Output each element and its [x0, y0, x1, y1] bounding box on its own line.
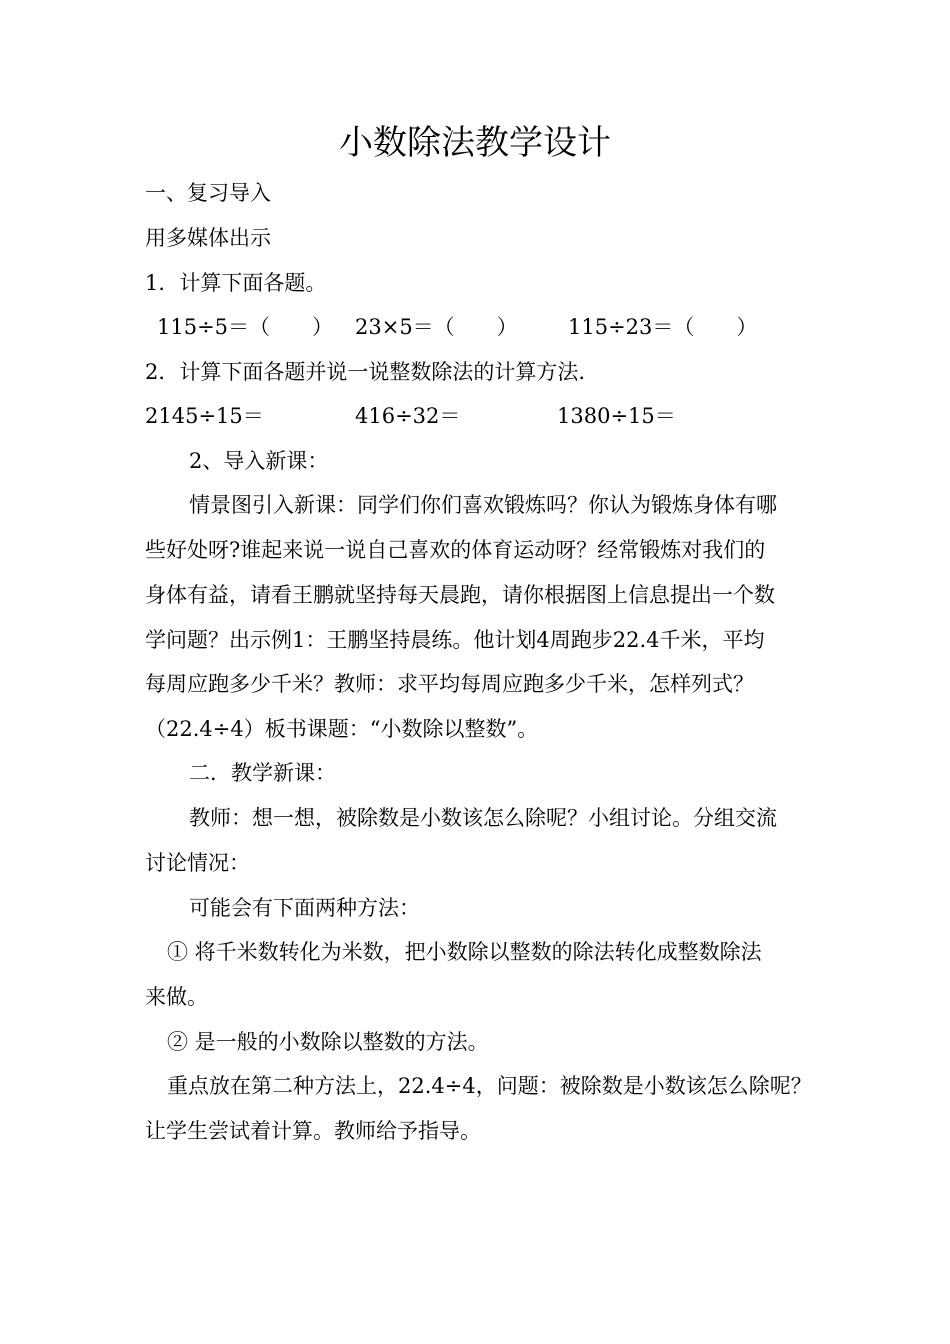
paragraph-line: 身体有益，请看王鹏就坚持每天晨跑，请你根据图上信息提出一个数 [145, 583, 775, 607]
paragraph-line: 情景图引入新课：同学们你们喜欢锻炼吗？你认为锻炼身体有哪 [189, 493, 777, 517]
paragraph-line: 让学生尝试着计算。教师给予指导。 [145, 1119, 481, 1143]
exercise-item: 115÷23＝（ ） [568, 315, 758, 339]
paragraph-line: 来做。 [145, 985, 208, 1009]
method-1: ① 将千米数转化为米数，把小数除以整数的除法转化成整数除法 [167, 940, 762, 964]
paragraph-line: 教师：想一想，被除数是小数该怎么除呢？小组讨论。分组交流 [189, 806, 777, 830]
document-title: 小数除法教学设计 [339, 123, 611, 163]
paragraph-line: 学问题？出示例1：王鹏坚持晨练。他计划4周跑步22.4千米，平均 [145, 628, 765, 652]
paragraph-multimedia: 用多媒体出示 [145, 226, 271, 250]
exercise-item: 416÷32＝ [355, 404, 461, 428]
exercise-item: 23×5＝（ ） [355, 315, 518, 339]
question-2-heading: 2．计算下面各题并说一说整数除法的计算方法. [145, 360, 586, 384]
paragraph-line: 可能会有下面两种方法： [189, 896, 420, 920]
exercise-item: 1380÷15＝ [557, 404, 676, 428]
exercise-item: 115÷5＝（ ） [157, 315, 334, 339]
exercise-item: 2145÷15＝ [145, 404, 264, 428]
paragraph-line: 讨论情况： [145, 851, 250, 875]
paragraph-line: 重点放在第二种方法上，22.4÷4，问题：被除数是小数该怎么除呢？ [167, 1074, 812, 1098]
paragraph-line: 些好处呀?谁起来说一说自己喜欢的体育运动呀？经常锻炼对我们的 [145, 538, 766, 562]
section-heading-review: 一、复习导入 [145, 181, 271, 205]
exercise-row-2 [145, 401, 845, 431]
method-2: ② 是一般的小数除以整数的方法。 [167, 1030, 489, 1054]
paragraph-line: 每周应跑多少千米？教师：求平均每周应跑多少千米，怎样列式？ [145, 672, 754, 696]
question-1-heading: 1．计算下面各题。 [145, 271, 327, 295]
section-heading-new-lesson: 2、导入新课： [189, 449, 329, 473]
exercise-row-1 [145, 312, 845, 342]
paragraph-line: （22.4÷4）板书课题：“小数除以整数”。 [145, 717, 539, 741]
section-heading-teaching: 二．教学新课： [189, 761, 336, 785]
